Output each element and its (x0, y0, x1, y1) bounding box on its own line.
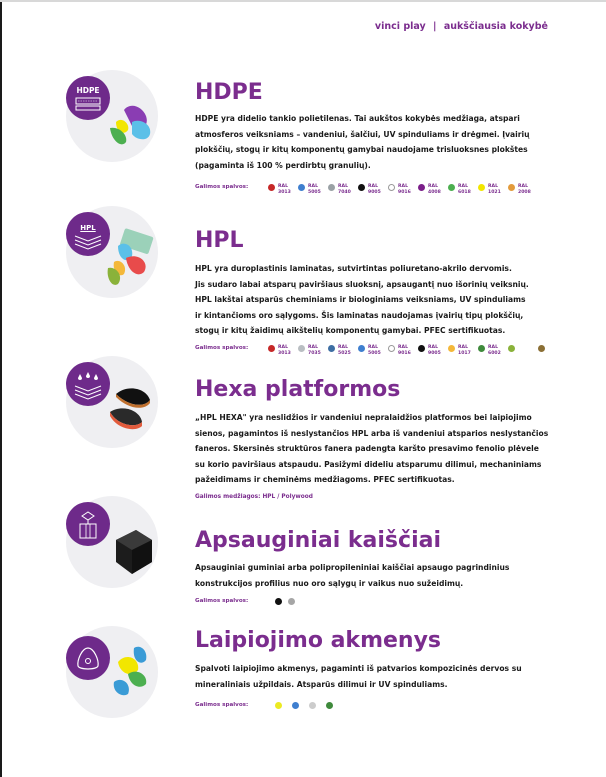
ral-prefix: RAL (458, 345, 469, 350)
hpl-icon (66, 212, 110, 256)
ral-code-label (278, 345, 291, 356)
ral-prefix: RAL (368, 184, 379, 189)
color-swatch (288, 598, 295, 605)
color-swatch (328, 184, 335, 191)
description-line: Spalvoti laipiojimo akmenys, pagaminti iš patvarios kompozicinės dervos su (195, 664, 522, 673)
color-swatch (478, 345, 485, 352)
ral-prefix: RAL (428, 345, 439, 350)
ral-prefix: RAL (368, 345, 379, 350)
ral-code-label (368, 345, 381, 356)
color-swatch (418, 184, 425, 191)
ral-number: 3013 (278, 189, 291, 195)
ral-prefix: RAL (458, 184, 469, 189)
ral-prefix: RAL (308, 184, 319, 189)
color-swatch (326, 702, 333, 709)
hdpe-icon (66, 76, 110, 120)
ral-code-label (428, 345, 441, 356)
color-swatch (418, 345, 425, 352)
header-separator: | (433, 21, 437, 32)
header-tagline: aukščiausia kokybė (443, 21, 548, 32)
hpl-layers-icon (66, 212, 110, 256)
ral-code-label (308, 184, 321, 195)
hdpe-board-icon (66, 76, 110, 120)
color-swatch (268, 345, 275, 352)
hdpe-product-image (66, 70, 158, 162)
section-title: Apsauginiai kaiščiai (195, 528, 441, 553)
page-header (375, 21, 548, 32)
color-swatch (275, 598, 282, 605)
section-description (195, 410, 565, 488)
hpl-product-image (66, 206, 158, 298)
ral-number: 5005 (368, 350, 381, 356)
ral-number: 5005 (308, 189, 321, 195)
ral-prefix: RAL (398, 345, 409, 350)
section-title: HPL (195, 228, 244, 253)
color-options (195, 598, 395, 614)
ral-code-label (488, 345, 501, 356)
color-swatch (358, 184, 365, 191)
description-line: plokščių, stogų ir kitų komponentų gamybai naudojame trisluoksnes plokštes (195, 145, 528, 154)
colors-label: Galimos spalvos: (195, 184, 249, 190)
ral-number: 3013 (278, 350, 291, 356)
description-line: su korio paviršiaus atspaudu. Pasižymi dideliu atsparumu dilimui, mechaniniams (195, 459, 542, 469)
colors-label: Galimos spalvos: (195, 702, 249, 708)
color-swatch (508, 184, 515, 191)
ral-prefix: RAL (488, 345, 499, 350)
description-line: stogų ir kitų žaidimų aikštelių komponentų gamybai. PFEC sertifikuotas. (195, 326, 506, 335)
ral-code-label (518, 184, 531, 195)
ral-number: 6018 (458, 189, 471, 195)
page-left-edge (0, 0, 2, 777)
description-line: atmosferos veiksniams – vandeniui, šalčiui, UV spinduliams ir drėgmei. Įvairių (195, 129, 530, 139)
description-line: faneros. Skersinės struktūros fanera padengta karšto presavimo fenolio plėvele (195, 444, 539, 453)
section-description (195, 661, 555, 692)
hpl-icon-label: HPL (80, 224, 96, 232)
materials-label: Galimos medžiagos: HPL / Polywood (195, 494, 313, 500)
description-line: (pagaminta iš 100 % perdirbtų granulių). (195, 160, 371, 170)
ral-number: 7040 (338, 189, 351, 195)
description-line: konstrukcijos profilius nuo oro sąlygų ir vaikus nuo sužeidimų. (195, 578, 464, 588)
water-drops-icon (66, 362, 110, 406)
ral-code-label (458, 184, 471, 195)
ral-prefix: RAL (398, 184, 409, 189)
description-line: mineraliniais užpildais. Atsparūs dilimui ir UV spinduliams. (195, 679, 448, 689)
ral-prefix: RAL (308, 345, 319, 350)
ral-number: 9016 (398, 189, 411, 195)
ral-prefix: RAL (278, 184, 289, 189)
ral-code-label (368, 184, 381, 195)
color-swatch (328, 345, 335, 352)
colors-label: Galimos spalvos: (195, 345, 249, 351)
color-swatch (388, 184, 395, 191)
color-swatch (358, 345, 365, 352)
color-options (195, 702, 395, 718)
color-swatch (388, 345, 395, 352)
description-line: HDPE yra didelio tankio polietilenas. Tai aukštos kokybės medžiaga, atspari (195, 114, 520, 123)
description-line: HPL yra duroplastinis laminatas, sutvirtintas poliuretano-akrilo dervomis. (195, 264, 512, 273)
ral-code-label (458, 345, 471, 356)
ral-number: 9005 (428, 350, 441, 356)
section-description (195, 560, 555, 591)
ral-code-label (488, 184, 501, 195)
ral-code-label (398, 184, 411, 195)
color-swatch (275, 702, 282, 709)
color-swatch (298, 184, 305, 191)
description-line: Apsauginiai guminiai arba polipropileniniai kaiščiai apsaugo pagrindinius (195, 563, 510, 572)
ral-number: 7035 (308, 350, 321, 356)
section-title: Laipiojimo akmenys (195, 628, 442, 653)
ral-code-label (398, 345, 411, 356)
color-swatch (448, 345, 455, 352)
color-swatch (508, 345, 515, 352)
section-description (195, 111, 555, 173)
description-line: pažeidimams ir cheminėms medžiagoms. PFEC sertifikuotas. (195, 475, 455, 484)
description-line: „HPL HEXA" yra neslidžios ir vandeniui nepralaidžios platformos bei laipiojimo (195, 413, 532, 422)
hexa-product-image (66, 356, 158, 448)
ral-prefix: RAL (338, 345, 349, 350)
color-swatch (298, 345, 305, 352)
ral-number: 6002 (488, 350, 501, 356)
description-line: sienos, pagamintos iš neslystančios HPL arba iš vandeniui atsparios neslystančios (195, 428, 549, 438)
ral-code-label (338, 184, 351, 195)
ral-prefix: RAL (518, 184, 529, 189)
ral-number: 4008 (428, 189, 441, 195)
ral-number: 9016 (398, 350, 411, 356)
ral-number: 5025 (338, 350, 351, 356)
page-top-edge (0, 0, 606, 2)
color-swatch (478, 184, 485, 191)
climbing-hold-icon (66, 636, 110, 680)
stones-icon (66, 636, 110, 680)
hdpe-icon-label: HDPE (76, 86, 100, 95)
ral-prefix: RAL (488, 184, 499, 189)
hexa-icon (66, 362, 110, 406)
color-swatch (448, 184, 455, 191)
description-line: HPL lakštai atsparūs cheminiams ir biologiniams veiksniams, UV spinduliams (195, 295, 526, 304)
description-line: ir kintančioms oro sąlygoms. Šis laminatas naudojamas įvairių tipų plokščių, (195, 310, 524, 320)
ral-number: 1021 (488, 189, 501, 195)
ral-number: 9005 (368, 189, 381, 195)
caps-icon (66, 502, 110, 546)
colors-label: Galimos spalvos: (195, 598, 249, 604)
ral-code-label (278, 184, 291, 195)
color-swatch (309, 702, 316, 709)
color-swatch (538, 345, 545, 352)
ral-prefix: RAL (278, 345, 289, 350)
stones-product-image (66, 626, 158, 718)
color-swatch (268, 184, 275, 191)
ral-number: 2008 (518, 189, 531, 195)
color-options (195, 345, 565, 361)
color-options (195, 184, 565, 200)
brand-name: vinci play (374, 21, 426, 32)
caps-product-image (66, 496, 158, 588)
ral-prefix: RAL (428, 184, 439, 189)
ral-code-label (338, 345, 351, 356)
cap-profile-icon (66, 502, 110, 546)
color-swatch (292, 702, 299, 709)
ral-number: 1017 (458, 350, 471, 356)
section-description (195, 261, 555, 339)
ral-prefix: RAL (338, 184, 349, 189)
section-title: HDPE (195, 80, 263, 105)
description-line: Jis sudaro labai atsparų paviršiaus sluoksnį, apsaugantį nuo išorinių veiksnių. (195, 279, 529, 289)
ral-code-label (428, 184, 441, 195)
section-title: Hexa platformos (195, 377, 401, 402)
ral-code-label (308, 345, 321, 356)
